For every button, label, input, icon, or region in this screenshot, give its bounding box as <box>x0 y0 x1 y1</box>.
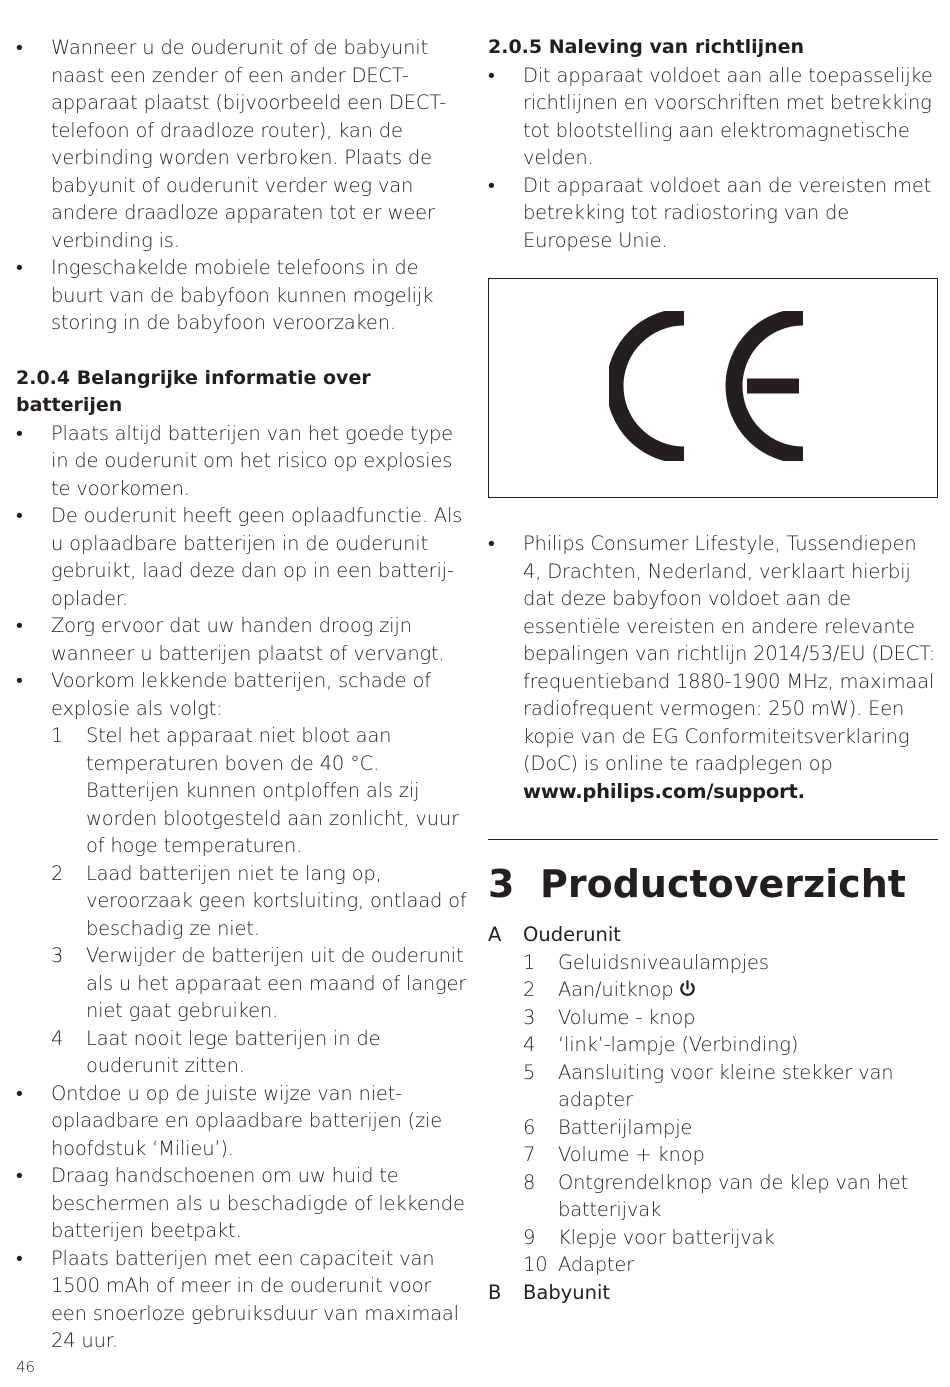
part-item <box>488 1224 938 1252</box>
list-item <box>16 254 468 337</box>
bullet: • <box>488 532 495 555</box>
section-title: Ouderunit <box>523 923 621 946</box>
declaration-body: Philips Consumer Lifestyle, Tussendiepen 4, Drachten, Nederland, verklaart hierbij dat deze babyfoon voldoet aan de essentiële vereisten en andere relevante bepalingen van richtlijn 2014/53/EU (DECT: frequentieband 1880-1900 MHz, maximaal radiofrequent vermogen: 250 mW). Een kopie van de EG Conformiteitsverklaring (DoC) is online te raadplegen op <box>523 532 936 775</box>
part-text: Klepje voor batterijvak <box>558 1225 775 1249</box>
chapter-number: 3 <box>488 862 515 906</box>
list-item-text: Plaats altijd batterijen van het goede type in de ouderunit om het risico op explosies te voorkomen. <box>51 421 453 500</box>
part-item <box>488 1004 938 1032</box>
step-item <box>16 860 468 943</box>
list-item-text: Voorkom lekkende batterijen, schade of explosie als volgt: <box>51 669 431 720</box>
part-text: Adapter <box>558 1253 634 1276</box>
part-number: 9 <box>523 1225 536 1249</box>
bullet: • <box>488 63 495 87</box>
list-item-text: Draag handschoenen om uw huid te beschermen als u beschadigde of lekkende batterijen beetpakt. <box>51 1164 465 1242</box>
part-item <box>488 1141 938 1169</box>
section-letter: A <box>488 923 502 946</box>
bullet-list-disposal <box>16 1080 468 1355</box>
bullet-list-top <box>16 34 468 337</box>
bullet: • <box>16 1081 23 1105</box>
part-item <box>488 949 938 977</box>
part-text: ‘link’-lampje (Verbinding) <box>558 1033 799 1056</box>
bullet: • <box>16 504 23 527</box>
list-item-text: Zorg ervoor dat uw handen droog zijn wanneer u batterijen plaatst of vervangt. <box>51 614 445 665</box>
page-number: 46 <box>16 1358 36 1376</box>
list-item <box>16 502 468 612</box>
part-item <box>488 1114 938 1142</box>
bullet-list-batteries <box>16 420 468 723</box>
bullet: • <box>16 256 23 279</box>
section-title: Babyunit <box>523 1280 611 1304</box>
section-heading-205: 2.0.5 Naleving van richtlijnen <box>488 36 805 58</box>
support-url: www.philips.com/support. <box>523 779 805 803</box>
step-item <box>16 942 468 1025</box>
list-item-text: De ouderunit heeft geen oplaadfunctie. Als u oplaadbare batterijen in de ouderunit gebruikt, laad deze dan op in een batterij-oplader. <box>51 504 463 610</box>
bullet: • <box>16 1246 23 1270</box>
part-item <box>488 1059 938 1114</box>
part-text: Batterijlampje <box>558 1115 693 1139</box>
step-item <box>16 722 468 860</box>
bullet: • <box>16 669 23 692</box>
bullet-list-compliance <box>488 62 938 255</box>
part-item <box>488 1251 938 1279</box>
step-number: 3 <box>51 944 64 967</box>
right-column <box>488 34 938 1306</box>
list-item <box>16 612 468 667</box>
list-item <box>488 62 938 172</box>
list-item <box>16 420 468 503</box>
list-item <box>16 1162 468 1245</box>
list-item <box>16 34 468 254</box>
section-heading-204: 2.0.4 Belangrijke informatie over batterijen <box>16 366 371 416</box>
step-number: 4 <box>51 1026 64 1050</box>
chapter-title-text: Productoverzicht <box>540 862 906 906</box>
part-number: 1 <box>523 950 536 974</box>
declaration-text <box>488 530 938 805</box>
section-a-heading <box>488 921 938 949</box>
list-item <box>16 667 468 722</box>
part-text-with-icon <box>488 976 938 1004</box>
list-item <box>488 530 938 805</box>
list-item-text: Plaats batterijen met een capaciteit van 1500 mAh of meer in de ouderunit voor een snoerloze gebruiksduur van maximaal 24 uur. <box>51 1246 459 1352</box>
bullet: • <box>16 614 23 637</box>
chapter-title <box>488 861 938 907</box>
step-text: Laad batterijen niet te lang op, veroorzaak geen kortsluiting, ontlaad of beschadig ze niet. <box>86 861 467 940</box>
step-item <box>16 1025 468 1080</box>
section-b-heading <box>488 1279 938 1307</box>
bullet: • <box>488 173 495 197</box>
ce-mark-box <box>488 278 938 498</box>
list-item-text: Wanneer u de ouderunit of de babyunit naast een zender of een ander DECT-apparaat plaatst (bijvoorbeeld een DECT-telefoon of draadloze router), kan de verbinding worden verbroken. Plaats de babyunit of ouderunit verder weg van andere draadloze apparaten tot er weer verbinding is. <box>51 36 447 252</box>
section-letter: B <box>488 1280 502 1304</box>
parts-list <box>488 949 938 1279</box>
part-item <box>488 1031 938 1059</box>
part-number: 5 <box>523 1060 536 1084</box>
bullet: • <box>16 1164 23 1187</box>
list-item-text: Dit apparaat voldoet aan de vereisten met betrekking tot radiostoring van de Europese Unie. <box>523 173 932 252</box>
step-text: Laat nooit lege batterijen in de ouderunit zitten. <box>86 1026 381 1077</box>
part-text: Geluidsniveaulampjes <box>558 950 769 974</box>
part-item <box>488 976 938 1004</box>
bullet: • <box>16 36 23 59</box>
part-text: Aan/uitknop <box>558 978 674 1001</box>
part-text: Volume + knop <box>558 1143 705 1166</box>
list-item-text: Ingeschakelde mobiele telefoons in de buurt van de babyfoon kunnen mogelijk storing in de babyfoon veroorzaken. <box>51 256 434 334</box>
part-number: 4 <box>523 1033 536 1056</box>
list-item <box>488 172 938 255</box>
part-number: 6 <box>523 1115 536 1139</box>
declaration-list <box>488 530 938 805</box>
step-text: Stel het apparaat niet bloot aan temperaturen boven de 40 °C. Batterijen kunnen ontploffen als zij worden blootgesteld aan zonlicht, vuur of hoge temperaturen. <box>86 724 459 857</box>
part-text: Volume - knop <box>558 1005 696 1029</box>
list-item <box>16 1245 468 1355</box>
part-number: 3 <box>523 1005 536 1029</box>
part-number: 8 <box>523 1170 536 1194</box>
power-icon <box>679 980 696 998</box>
chapter-divider <box>488 839 938 840</box>
list-item-text: Dit apparaat voldoet aan alle toepasselijke richtlijnen en voorschriften met betrekking tot blootstelling aan elektromagnetische velden. <box>523 63 933 169</box>
list-item <box>16 1080 468 1163</box>
part-text: Ontgrendelknop van de klep van het batterijvak <box>558 1170 909 1221</box>
ce-mark-icon <box>609 311 819 461</box>
left-column <box>16 34 468 1355</box>
part-item <box>488 1169 938 1224</box>
step-number: 2 <box>51 861 64 885</box>
step-number: 1 <box>51 724 64 747</box>
step-text: Verwijder de batterijen uit de ouderunit als u het apparaat een maand of langer niet gaat gebruiken. <box>86 944 467 1022</box>
part-number: 10 <box>523 1253 548 1276</box>
part-number: 2 <box>523 978 536 1001</box>
list-item-text: Ontdoe u op de juiste wijze van niet-oplaadbare en oplaadbare batterijen (zie hoofdstuk ‘Milieu’). <box>51 1081 443 1160</box>
numbered-steps <box>16 722 468 1080</box>
part-text: Aansluiting voor kleine stekker van adapter <box>558 1060 894 1111</box>
bullet: • <box>16 421 23 445</box>
part-number: 7 <box>523 1143 536 1166</box>
